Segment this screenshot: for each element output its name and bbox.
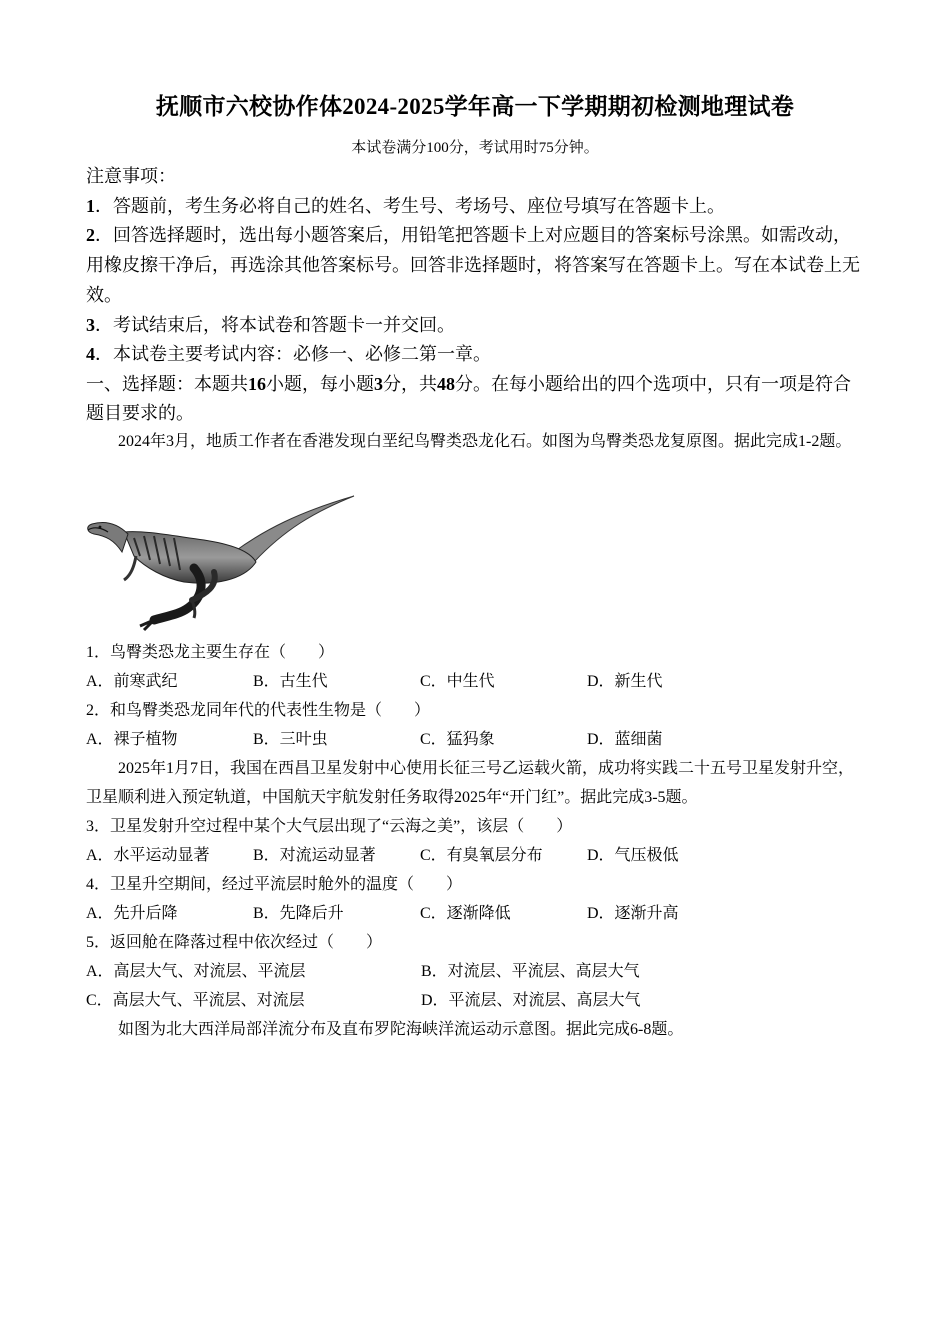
- option-b: B．三叶虫: [253, 731, 328, 748]
- question-5-options-row-1: [86, 957, 864, 986]
- question-1-stem: 1．鸟臀类恐龙主要生存在（ ）: [86, 644, 335, 661]
- note-item-4: 4．本试卷主要考试内容：必修一、必修二第一章。: [86, 344, 491, 365]
- question-3-options: [86, 841, 864, 870]
- exam-info: 本试卷满分100分，考试用时75分钟。: [351, 140, 599, 156]
- question-2-options: [86, 725, 864, 754]
- question-1-options: [86, 667, 864, 696]
- passage-3: 如图为北大西洋局部洋流分布及直布罗陀海峡洋流运动示意图。据此完成6-8题。: [118, 1021, 684, 1038]
- option-d: D．气压极低: [587, 847, 679, 864]
- note-item-3: 3．考试结束后，将本试卷和答题卡一并交回。: [86, 314, 455, 335]
- question-4-stem: 4．卫星升空期间，经过平流层时舱外的温度（ ）: [86, 876, 463, 893]
- option-c: C．有臭氧层分布: [420, 847, 543, 864]
- section-heading: 一、选择题：本题共16小题，每小题3分，共48分。在每小题给出的四个选项中，只有一项是符合题目要求的。: [86, 373, 851, 423]
- question-3-stem: 3．卫星发射升空过程中某个大气层出现了“云海之美”，该层（ ）: [86, 818, 573, 835]
- question-5-stem: 5．返回舱在降落过程中依次经过（ ）: [86, 934, 383, 951]
- option-a: A．前寒武纪: [86, 673, 178, 690]
- option-c: C．猛犸象: [420, 731, 495, 748]
- note-item-1: 1．答题前，考生务必将自己的姓名、考生号、考场号、座位号填写在答题卡上。: [86, 195, 725, 216]
- question-4-options: [86, 899, 864, 928]
- option-a: A．先升后降: [86, 905, 178, 922]
- option-c: C．逐渐降低: [420, 905, 511, 922]
- question-2-stem: 2．和鸟臀类恐龙同年代的代表性生物是（ ）: [86, 702, 431, 719]
- page-title: 抚顺市六校协作体2024-2025学年高一下学期期初检测地理试卷: [155, 94, 795, 119]
- option-a: A．水平运动显著: [86, 847, 210, 864]
- passage-1: 2024年3月，地质工作者在香港发现白垩纪鸟臀类恐龙化石。如图为鸟臀类恐龙复原图。据此完成1-2题。: [118, 433, 852, 450]
- option-b: B．对流运动显著: [253, 847, 376, 864]
- passage-2: 2025年1月7日，我国在西昌卫星发射中心使用长征三号乙运载火箭，成功将实践二十五号卫星发射升空，卫星顺利进入预定轨道，中国航天宇航发射任务取得2025年“开门红”。据此完成3-5题。: [86, 760, 855, 806]
- question-5-options-row-2: [86, 986, 864, 1015]
- option-a: A．高层大气、对流层、平流层: [86, 963, 306, 980]
- option-c: C．中生代: [420, 673, 495, 690]
- note-item-2: 2．回答选择题时，选出每小题答案后，用铅笔把答题卡上对应题目的答案标号涂黑。如需改动，用橡皮擦干净后，再选涂其他答案标号。回答非选择题时，将答案写在答题卡上。写在本试卷上无效。: [86, 225, 860, 305]
- option-d: D．蓝细菌: [587, 731, 663, 748]
- option-d: D．逐渐升高: [587, 905, 679, 922]
- option-d: D．新生代: [587, 673, 663, 690]
- question-group-1: [86, 638, 864, 1044]
- option-d: D．平流层、对流层、高层大气: [421, 992, 641, 1009]
- option-b: B．先降后升: [253, 905, 344, 922]
- dinosaur-illustration: [84, 490, 356, 632]
- notes-section: [86, 162, 864, 428]
- notes-heading: 注意事项：: [86, 166, 176, 186]
- option-b: B．对流层、平流层、高层大气: [421, 963, 640, 980]
- option-a: A．裸子植物: [86, 731, 178, 748]
- option-c: C．高层大气、平流层、对流层: [86, 992, 305, 1009]
- option-b: B．古生代: [253, 673, 328, 690]
